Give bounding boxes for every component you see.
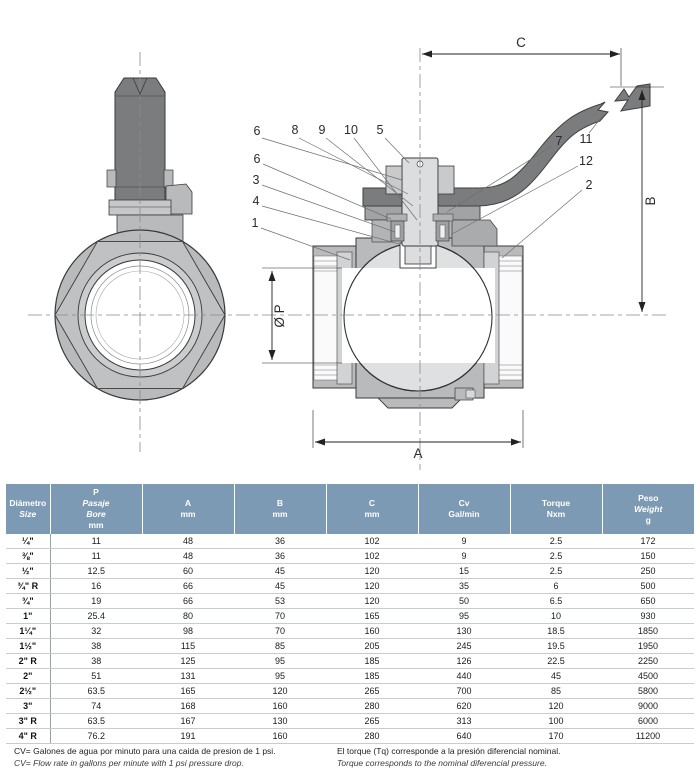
- value-cell: 650: [602, 594, 694, 609]
- value-cell: 265: [326, 684, 418, 699]
- column-header: C mm: [326, 484, 418, 534]
- value-cell: 45: [510, 669, 602, 684]
- callout-6b: 6: [253, 152, 261, 166]
- value-cell: 172: [602, 534, 694, 549]
- value-cell: 85: [234, 639, 326, 654]
- column-header: A mm: [142, 484, 234, 534]
- table-row: [6, 699, 694, 714]
- value-cell: 120: [326, 564, 418, 579]
- size-cell: 3" R: [6, 714, 50, 729]
- value-cell: 70: [234, 624, 326, 639]
- table-row: [6, 654, 694, 669]
- table-row: [6, 639, 694, 654]
- callout-2: 2: [585, 178, 593, 192]
- size-cell: ¾": [6, 594, 50, 609]
- value-cell: 74: [50, 699, 142, 714]
- value-cell: 85: [510, 684, 602, 699]
- gland-bracket-right: [452, 220, 497, 246]
- dimension-p-label: Ø P: [272, 304, 287, 328]
- value-cell: 160: [234, 729, 326, 744]
- value-cell: 70: [234, 609, 326, 624]
- table-row: [6, 579, 694, 594]
- table-row: [6, 609, 694, 624]
- value-cell: 19: [50, 594, 142, 609]
- table-row: [6, 564, 694, 579]
- size-cell: ⅜": [6, 549, 50, 564]
- value-cell: 32: [50, 624, 142, 639]
- value-cell: 265: [326, 714, 418, 729]
- value-cell: 11: [50, 534, 142, 549]
- value-cell: 6: [510, 579, 602, 594]
- value-cell: 48: [142, 549, 234, 564]
- value-cell: 191: [142, 729, 234, 744]
- callout-3: 3: [252, 173, 260, 187]
- value-cell: 102: [326, 534, 418, 549]
- value-cell: 66: [142, 594, 234, 609]
- callout-11: 11: [579, 132, 593, 146]
- gland-step-left: [372, 220, 392, 242]
- table-row: [6, 624, 694, 639]
- value-cell: 38: [50, 654, 142, 669]
- size-cell: 2": [6, 669, 50, 684]
- value-cell: 115: [142, 639, 234, 654]
- size-cell: 1¼": [6, 624, 50, 639]
- table-row: [6, 534, 694, 549]
- value-cell: 19.5: [510, 639, 602, 654]
- value-cell: 9000: [602, 699, 694, 714]
- size-cell: 3": [6, 699, 50, 714]
- value-cell: 36: [234, 534, 326, 549]
- value-cell: 9: [418, 534, 510, 549]
- value-cell: 165: [142, 684, 234, 699]
- dimension-b: [610, 87, 664, 312]
- value-cell: 130: [234, 714, 326, 729]
- value-cell: 4500: [602, 669, 694, 684]
- value-cell: 2.5: [510, 549, 602, 564]
- value-cell: 36: [234, 549, 326, 564]
- value-cell: 45: [234, 579, 326, 594]
- size-cell: ½": [6, 564, 50, 579]
- value-cell: 120: [234, 684, 326, 699]
- value-cell: 250: [602, 564, 694, 579]
- value-cell: 130: [418, 624, 510, 639]
- stem-nut-right: [438, 166, 454, 194]
- value-cell: 18.5: [510, 624, 602, 639]
- column-header: B mm: [234, 484, 326, 534]
- callout-8: 8: [291, 123, 299, 137]
- size-cell: ¾" R: [6, 579, 50, 594]
- value-cell: 95: [418, 609, 510, 624]
- value-cell: 700: [418, 684, 510, 699]
- value-cell: 63.5: [50, 714, 142, 729]
- value-cell: 22.5: [510, 654, 602, 669]
- size-cell: 1½": [6, 639, 50, 654]
- value-cell: 11: [50, 549, 142, 564]
- value-cell: 38: [50, 639, 142, 654]
- value-cell: 120: [510, 699, 602, 714]
- value-cell: 1850: [602, 624, 694, 639]
- dimension-a-label: A: [413, 446, 423, 461]
- value-cell: 280: [326, 699, 418, 714]
- callout-1: 1: [251, 216, 259, 230]
- value-cell: 165: [326, 609, 418, 624]
- value-cell: 66: [142, 579, 234, 594]
- value-cell: 167: [142, 714, 234, 729]
- table-row: [6, 729, 694, 744]
- value-cell: 76.2: [50, 729, 142, 744]
- footnote-cv-en: CV= Flow rate in gallons per minute with 1 psi pressure drop.: [14, 758, 244, 769]
- callout-6: 6: [253, 124, 261, 138]
- footnote-torque-es: El torque (Tq) corresponde a la presión diferencial nominal.: [337, 746, 561, 756]
- value-cell: 25.4: [50, 609, 142, 624]
- value-cell: 168: [142, 699, 234, 714]
- value-cell: 6.5: [510, 594, 602, 609]
- value-cell: 102: [326, 549, 418, 564]
- value-cell: 126: [418, 654, 510, 669]
- value-cell: 6000: [602, 714, 694, 729]
- value-cell: 185: [326, 654, 418, 669]
- table-row: [6, 669, 694, 684]
- spec-table-body: [6, 534, 694, 744]
- column-header: Cv Gal/min: [418, 484, 510, 534]
- value-cell: 500: [602, 579, 694, 594]
- value-cell: 50: [418, 594, 510, 609]
- value-cell: 125: [142, 654, 234, 669]
- table-row: [6, 594, 694, 609]
- value-cell: 16: [50, 579, 142, 594]
- value-cell: 35: [418, 579, 510, 594]
- footnote-cv: [14, 745, 329, 770]
- footnote-cv-es: CV= Galones de agua por minuto para una caida de presion de 1 psi.: [14, 746, 276, 756]
- value-cell: 313: [418, 714, 510, 729]
- value-cell: 205: [326, 639, 418, 654]
- value-cell: 98: [142, 624, 234, 639]
- spec-table-header: [6, 484, 694, 534]
- value-cell: 131: [142, 669, 234, 684]
- value-cell: 12.5: [50, 564, 142, 579]
- value-cell: 2.5: [510, 564, 602, 579]
- handle-break-piece: [615, 84, 650, 111]
- value-cell: 440: [418, 669, 510, 684]
- footnote-torque-en: Torque corresponds to the nominal diferencial pressure.: [337, 758, 547, 769]
- value-cell: 2250: [602, 654, 694, 669]
- section-view: [313, 84, 650, 408]
- value-cell: 11200: [602, 729, 694, 744]
- value-cell: 150: [602, 549, 694, 564]
- value-cell: 63.5: [50, 684, 142, 699]
- value-cell: 60: [142, 564, 234, 579]
- footnote-torque: [337, 745, 687, 770]
- size-cell: 2" R: [6, 654, 50, 669]
- size-cell: 4" R: [6, 729, 50, 744]
- value-cell: 170: [510, 729, 602, 744]
- value-cell: 9: [418, 549, 510, 564]
- stem-nut-tab: [164, 170, 173, 187]
- value-cell: 245: [418, 639, 510, 654]
- callout-9: 9: [318, 123, 326, 137]
- value-cell: 10: [510, 609, 602, 624]
- bore-passage: [342, 268, 495, 363]
- value-cell: 53: [234, 594, 326, 609]
- value-cell: 620: [418, 699, 510, 714]
- value-cell: 95: [234, 669, 326, 684]
- value-cell: 51: [50, 669, 142, 684]
- value-cell: 5800: [602, 684, 694, 699]
- value-cell: 1950: [602, 639, 694, 654]
- value-cell: 280: [326, 729, 418, 744]
- table-row: [6, 684, 694, 699]
- table-row: [6, 549, 694, 564]
- value-cell: 185: [326, 669, 418, 684]
- callout-7: 7: [555, 134, 563, 148]
- value-cell: 2.5: [510, 534, 602, 549]
- value-cell: 160: [234, 699, 326, 714]
- size-cell: 2½": [6, 684, 50, 699]
- stem-nut-tab: [107, 170, 116, 187]
- callout-4: 4: [252, 194, 260, 208]
- value-cell: 160: [326, 624, 418, 639]
- value-cell: 100: [510, 714, 602, 729]
- value-cell: 640: [418, 729, 510, 744]
- size-cell: 1": [6, 609, 50, 624]
- value-cell: 15: [418, 564, 510, 579]
- value-cell: 48: [142, 534, 234, 549]
- table-row: [6, 714, 694, 729]
- column-header: Diámetro Size: [6, 484, 50, 534]
- value-cell: 45: [234, 564, 326, 579]
- dimension-c: [422, 35, 621, 86]
- size-cell: ¼": [6, 534, 50, 549]
- dimension-b-label: B: [643, 196, 658, 206]
- value-cell: 120: [326, 579, 418, 594]
- callout-10: 10: [344, 123, 358, 137]
- column-header: P Pasaje Bore mm: [50, 484, 142, 534]
- dimension-a: [313, 410, 523, 461]
- value-cell: 930: [602, 609, 694, 624]
- value-cell: 95: [234, 654, 326, 669]
- column-header: Peso Weight g: [602, 484, 694, 534]
- callout-12: 12: [579, 154, 593, 168]
- callout-5: 5: [376, 123, 384, 137]
- column-header: Torque Nxm: [510, 484, 602, 534]
- spec-table: [6, 484, 694, 744]
- value-cell: 80: [142, 609, 234, 624]
- value-cell: 120: [326, 594, 418, 609]
- dimension-c-label: C: [516, 35, 526, 50]
